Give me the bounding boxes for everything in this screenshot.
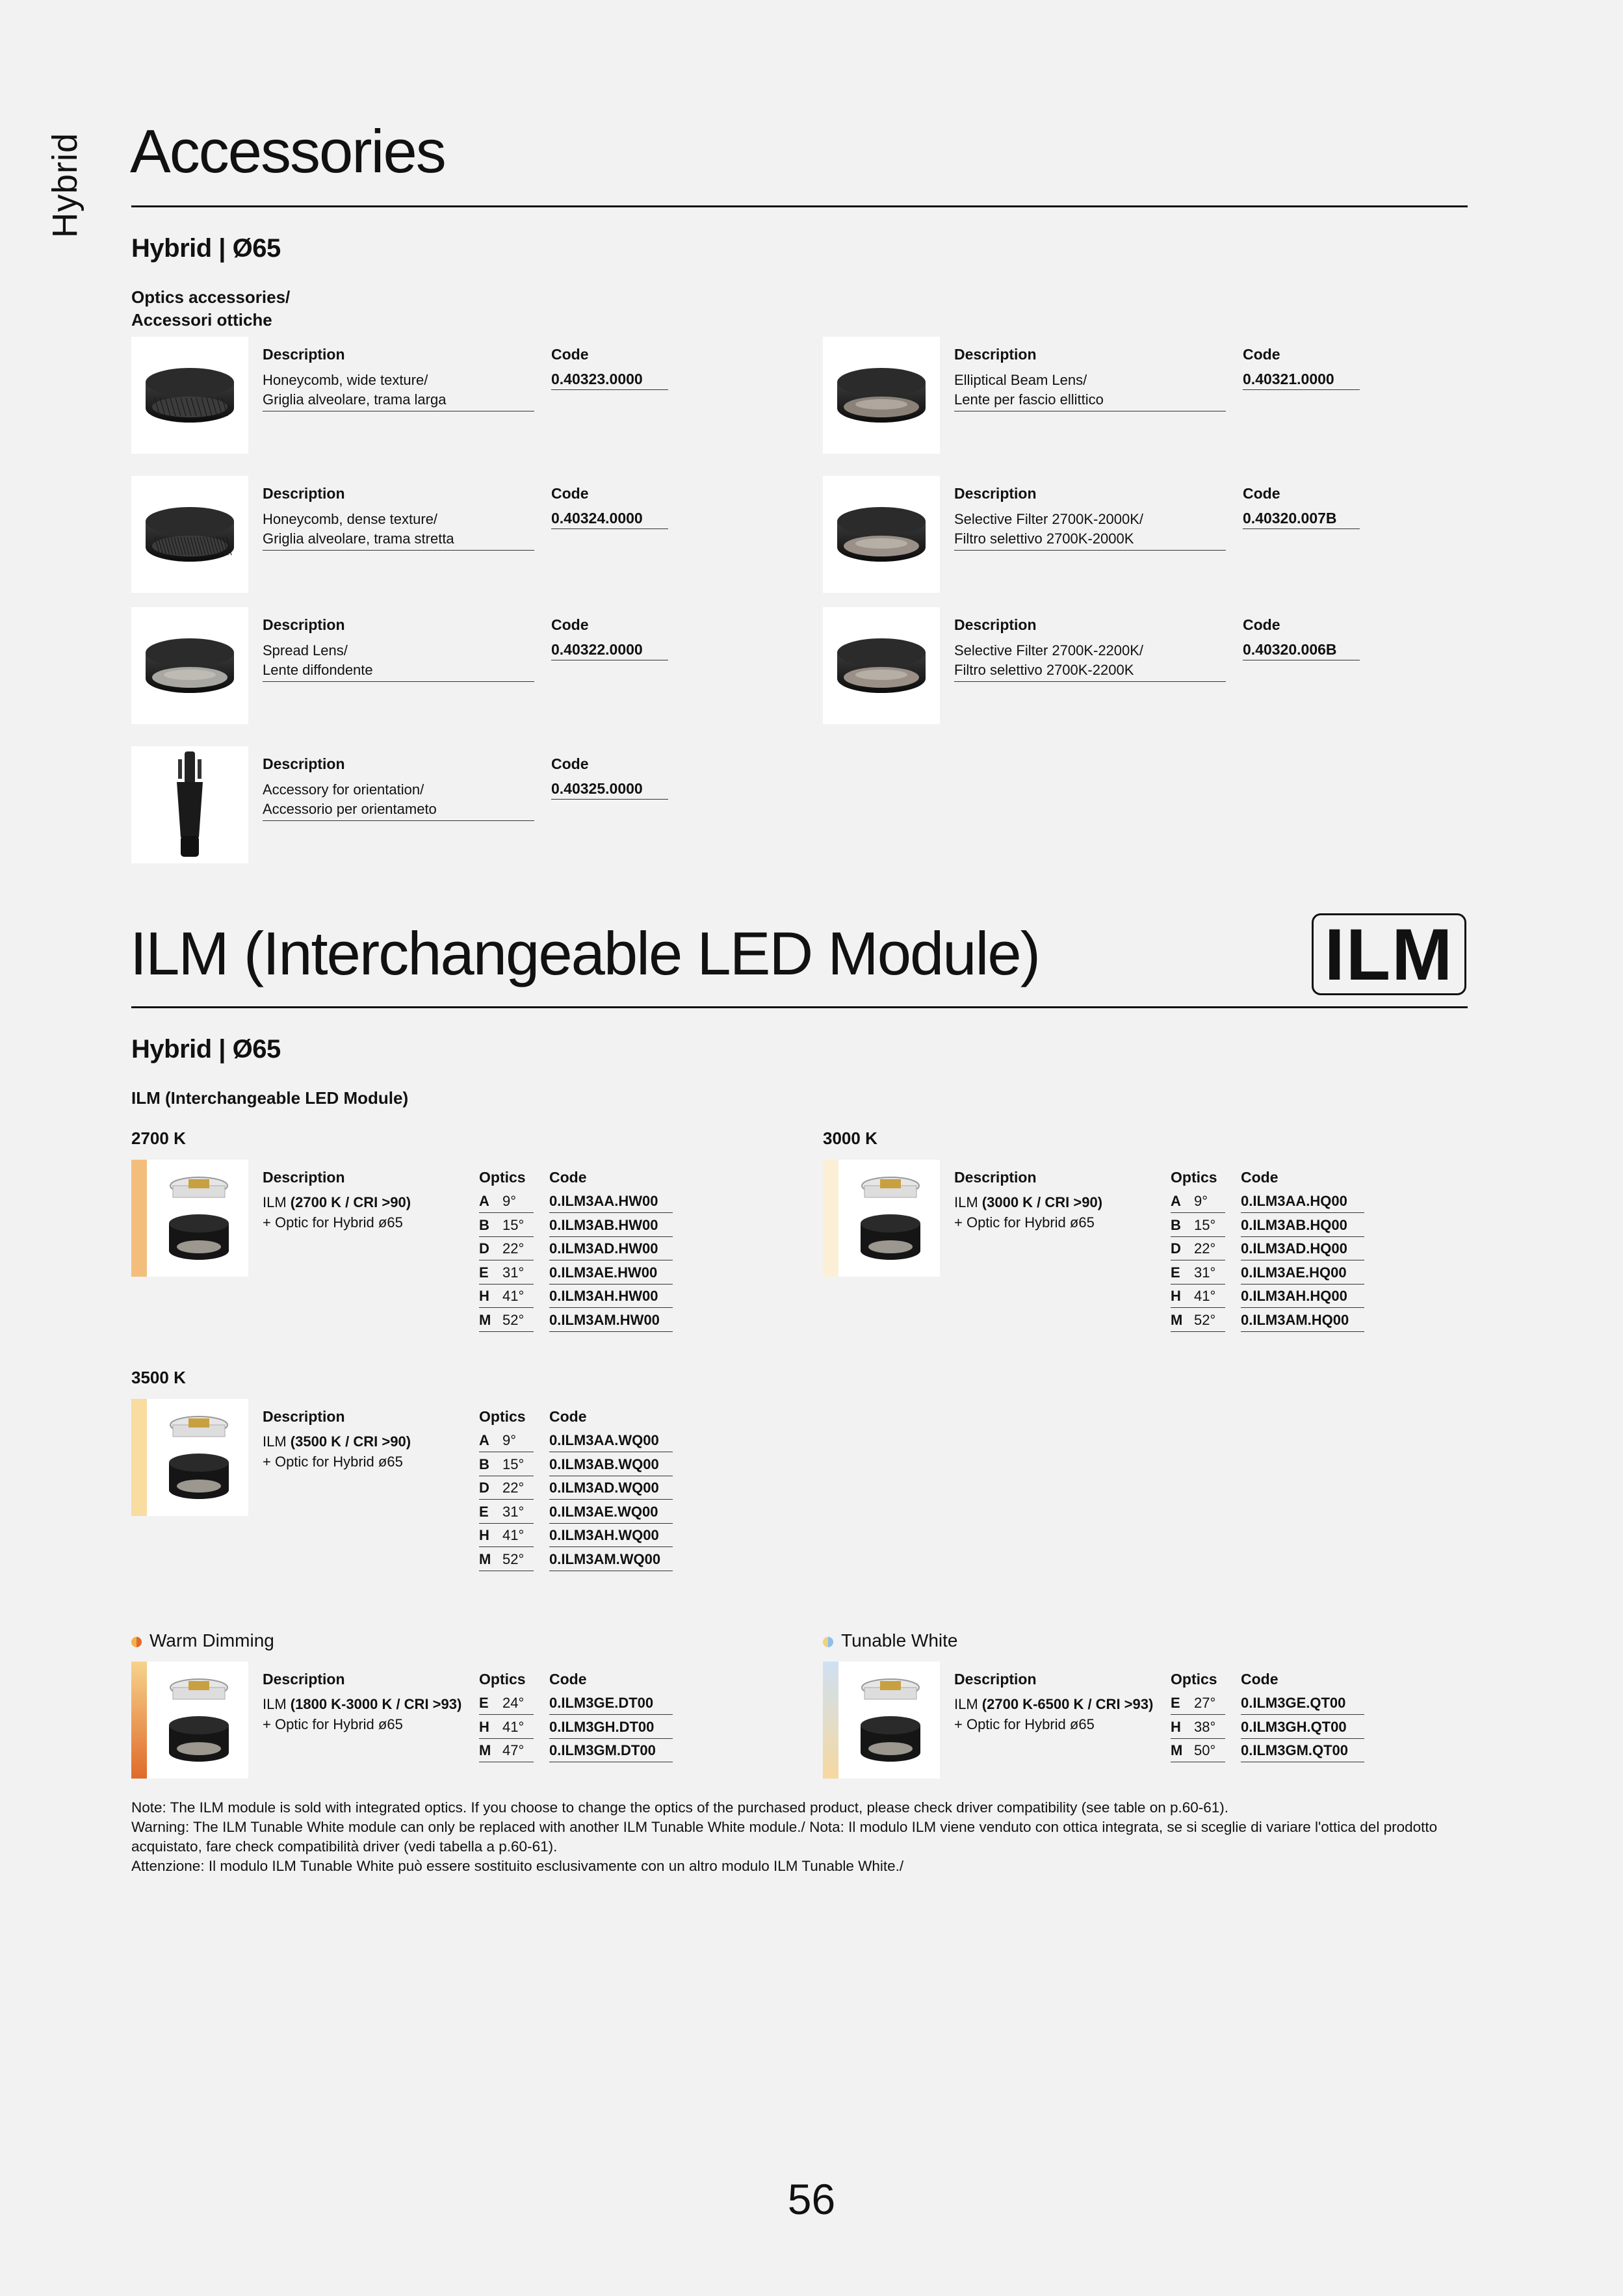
optic-row: H 38° [1171, 1717, 1225, 1739]
optic-row: B 15° [479, 1215, 534, 1237]
ilm-description: ILM (2700 K / CRI >90) + Optic for Hybrid ø65 [263, 1194, 411, 1231]
accessories-subtitle: Hybrid | Ø65 [131, 234, 281, 263]
honeycomb-wide-icon [131, 337, 248, 454]
optics-label: Optics [479, 1169, 526, 1186]
optic-row: M 52° [479, 1310, 534, 1332]
ilm-code: 0.ILM3AH.HQ00 [1241, 1286, 1364, 1308]
ilm-rule [131, 1006, 1468, 1008]
ilm-code: 0.ILM3AH.WQ00 [549, 1525, 673, 1547]
optics-label: Optics [479, 1671, 526, 1688]
optics-label: Optics [1171, 1671, 1217, 1688]
description-label: Description [263, 346, 345, 363]
ilm-code: 0.ILM3AA.HW00 [549, 1191, 673, 1213]
accessory-description: Elliptical Beam Lens/ Lente per fascio ellittico [954, 371, 1226, 411]
ilm-code: 0.ILM3AB.WQ00 [549, 1454, 673, 1476]
ilm-code: 0.ILM3AA.WQ00 [549, 1430, 673, 1452]
code-label: Code [549, 1671, 587, 1688]
color-temperature-bar [823, 1160, 838, 1277]
ilm-description: ILM (3000 K / CRI >90) + Optic for Hybrid ø65 [954, 1194, 1103, 1231]
optic-row: M 47° [479, 1740, 534, 1762]
ilm-code: 0.ILM3GH.QT00 [1241, 1717, 1364, 1739]
accessory-description: Selective Filter 2700K-2000K/ Filtro selettivo 2700K-2000K [954, 510, 1226, 551]
ilm-description: ILM (1800 K-3000 K / CRI >93) + Optic for Hybrid ø65 [263, 1696, 462, 1732]
optic-row: E 31° [479, 1262, 534, 1285]
accessory-description: Spread Lens/ Lente diffondente [263, 641, 534, 682]
accessory-description: Honeycomb, dense texture/ Griglia alveolare, trama stretta [263, 510, 534, 551]
accessory-code: 0.40322.0000 [551, 641, 668, 660]
elliptical-lens-icon [823, 337, 940, 454]
optic-row: H 41° [1171, 1286, 1225, 1308]
ilm-code: 0.ILM3AD.HQ00 [1241, 1238, 1364, 1260]
accessory-code: 0.40323.0000 [551, 371, 668, 390]
ilm-code: 0.ILM3AD.WQ00 [549, 1478, 673, 1500]
spread-lens-icon [131, 607, 248, 724]
ilm-section-heading: ILM (Interchangeable LED Module) [131, 1088, 409, 1108]
description-label: Description [263, 1408, 345, 1425]
ilm-group-heading: 3000 K [823, 1128, 877, 1148]
optic-row: H 41° [479, 1717, 534, 1739]
accessory-code: 0.40321.0000 [1243, 371, 1360, 390]
optic-row: E 31° [1171, 1262, 1225, 1285]
ilm-group-heading: 3500 K [131, 1368, 186, 1387]
selective-filter-icon [823, 607, 940, 724]
code-label: Code [1243, 616, 1280, 633]
ilm-code: 0.ILM3AA.HQ00 [1241, 1191, 1364, 1213]
optic-row: D 22° [1171, 1238, 1225, 1260]
ilm-code: 0.ILM3GM.QT00 [1241, 1740, 1364, 1762]
optic-row: M 50° [1171, 1740, 1225, 1762]
color-dot-icon [131, 1637, 142, 1647]
accessory-code: 0.40320.007B [1243, 510, 1360, 529]
optic-row: E 27° [1171, 1693, 1225, 1715]
code-label: Code [1241, 1671, 1279, 1688]
accessories-title: Accessories [130, 117, 445, 185]
ilm-code: 0.ILM3AD.HW00 [549, 1238, 673, 1260]
ilm-code: 0.ILM3AB.HQ00 [1241, 1215, 1364, 1237]
ilm-code: 0.ILM3AE.HW00 [549, 1262, 673, 1285]
ilm-module-icon [131, 1160, 248, 1277]
optic-row: H 41° [479, 1286, 534, 1308]
code-label: Code [551, 755, 589, 772]
ilm-code: 0.ILM3GH.DT00 [549, 1717, 673, 1739]
title-rule [131, 205, 1468, 207]
ilm-code: 0.ILM3GE.QT00 [1241, 1693, 1364, 1715]
accessory-description: Accessory for orientation/ Accessorio per orientameto [263, 780, 534, 821]
ilm-group-heading: Tunable White [823, 1630, 958, 1651]
ilm-group-heading: Warm Dimming [131, 1630, 274, 1651]
orientation-tool-icon [131, 746, 248, 863]
code-label: Code [551, 346, 589, 363]
code-label: Code [1241, 1169, 1279, 1186]
description-label: Description [263, 755, 345, 772]
description-label: Description [954, 346, 1037, 363]
ilm-description: ILM (2700 K-6500 K / CRI >93) + Optic for Hybrid ø65 [954, 1696, 1154, 1732]
description-label: Description [263, 616, 345, 633]
ilm-module-icon [131, 1399, 248, 1516]
ilm-code: 0.ILM3AB.HW00 [549, 1215, 673, 1237]
ilm-code: 0.ILM3GM.DT00 [549, 1740, 673, 1762]
optic-row: A 9° [479, 1430, 534, 1452]
description-label: Description [263, 1169, 345, 1186]
side-tab: Hybrid [45, 132, 84, 239]
color-temperature-bar [131, 1399, 147, 1516]
code-label: Code [549, 1169, 587, 1186]
page-number: 56 [787, 2175, 836, 2223]
ilm-description: ILM (3500 K / CRI >90) + Optic for Hybrid ø65 [263, 1433, 411, 1470]
optic-row: E 24° [479, 1693, 534, 1715]
ilm-code: 0.ILM3AE.WQ00 [549, 1502, 673, 1524]
ilm-code: 0.ILM3AM.HQ00 [1241, 1310, 1364, 1332]
ilm-module-icon [823, 1160, 940, 1277]
ilm-module-icon [131, 1662, 248, 1779]
ilm-group-heading: 2700 K [131, 1128, 186, 1148]
ilm-code: 0.ILM3AM.WQ00 [549, 1549, 673, 1571]
honeycomb-dense-icon [131, 476, 248, 593]
code-label: Code [549, 1408, 587, 1425]
selective-filter-icon [823, 476, 940, 593]
code-label: Code [551, 485, 589, 502]
ilm-title: ILM (Interchangeable LED Module) [130, 919, 1040, 987]
color-temperature-bar [823, 1662, 838, 1779]
accessory-code: 0.40325.0000 [551, 780, 668, 800]
optic-row: D 22° [479, 1238, 534, 1260]
color-temperature-bar [131, 1662, 147, 1779]
optic-row: M 52° [479, 1549, 534, 1571]
description-label: Description [954, 616, 1037, 633]
optic-row: B 15° [479, 1454, 534, 1476]
description-label: Description [954, 1169, 1037, 1186]
optic-row: A 9° [479, 1191, 534, 1213]
optic-row: E 31° [479, 1502, 534, 1524]
ilm-code: 0.ILM3AH.HW00 [549, 1286, 673, 1308]
accessory-description: Honeycomb, wide texture/ Griglia alveolare, trama larga [263, 371, 534, 411]
code-label: Code [1243, 485, 1280, 502]
description-label: Description [954, 485, 1037, 502]
description-label: Description [954, 1671, 1037, 1688]
optics-label: Optics [1171, 1169, 1217, 1186]
footnote: Note: The ILM module is sold with integrated optics. If you choose to change the optics of the purchased product, please check driver compatibility (see table on p.60-61). Warning: The ILM Tunable White module can only be replaced with another ILM Tunable White module./ Nota: Il modulo ILM viene venduto con ottica integrata, se si sceglie di variare l'ottica del prodotto acquistato, fare check compatibilità driver (vedi tabella a p.60-61). Attenzione: Il modulo ILM Tunable White può essere sostituito esclusivamente con un altro modulo ILM Tunable White./ [131, 1799, 1438, 1874]
ilm-module-icon [823, 1662, 940, 1779]
optic-row: A 9° [1171, 1191, 1225, 1213]
ilm-subtitle: Hybrid | Ø65 [131, 1035, 281, 1063]
ilm-code: 0.ILM3GE.DT00 [549, 1693, 673, 1715]
optic-row: M 52° [1171, 1310, 1225, 1332]
ilm-code: 0.ILM3AE.HQ00 [1241, 1262, 1364, 1285]
optics-accessories-heading: Optics accessories/ Accessori ottiche [131, 287, 291, 330]
optic-row: H 41° [479, 1525, 534, 1547]
code-label: Code [1243, 346, 1280, 363]
accessory-code: 0.40320.006B [1243, 641, 1360, 660]
accessory-description: Selective Filter 2700K-2200K/ Filtro selettivo 2700K-2200K [954, 641, 1226, 682]
description-label: Description [263, 485, 345, 502]
optics-label: Optics [479, 1408, 526, 1425]
optic-row: B 15° [1171, 1215, 1225, 1237]
code-label: Code [551, 616, 589, 633]
description-label: Description [263, 1671, 345, 1688]
optic-row: D 22° [479, 1478, 534, 1500]
color-temperature-bar [131, 1160, 147, 1277]
accessory-code: 0.40324.0000 [551, 510, 668, 529]
ilm-logo: ILM [1312, 913, 1466, 995]
color-dot-icon [823, 1637, 833, 1647]
ilm-code: 0.ILM3AM.HW00 [549, 1310, 673, 1332]
